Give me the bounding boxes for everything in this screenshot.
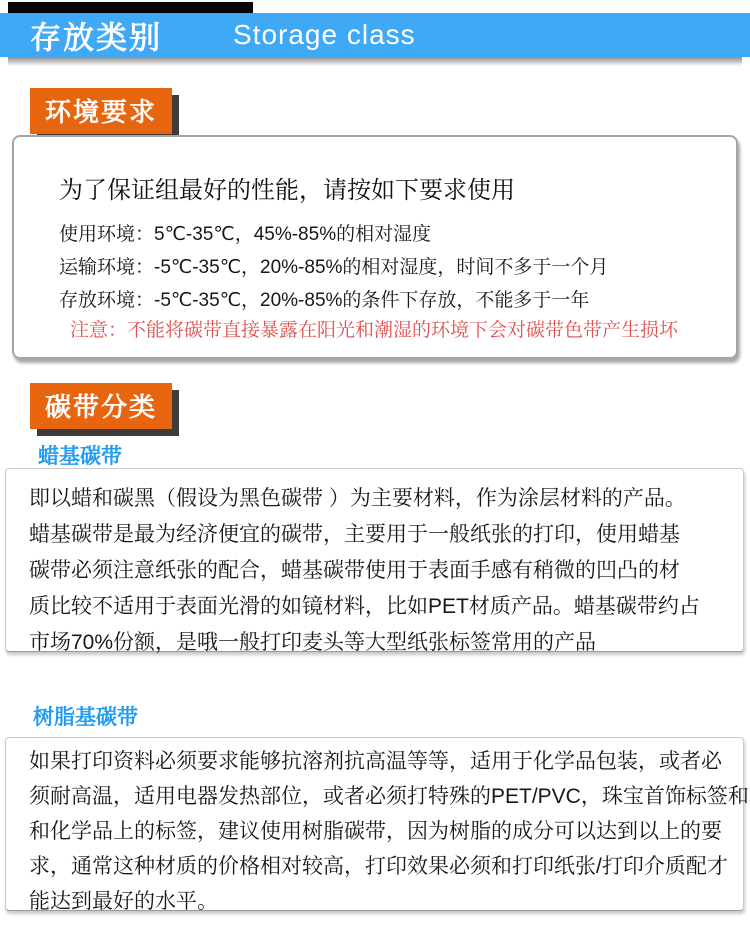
resin-paragraph-line: 求，通常这种材质的价格相对较高，打印效果必须和打印纸张/打印介质配才 <box>29 855 728 878</box>
header-bar-shadow <box>8 57 742 66</box>
environment-heading: 为了保证组最好的性能，请按如下要求使用 <box>59 177 515 204</box>
wax-ribbon-label: 蜡基碳带 <box>38 445 122 468</box>
badge-environment-requirements: 环境要求 <box>30 88 172 134</box>
resin-paragraph-line: 能达到最好的水平。 <box>29 890 218 913</box>
wax-ribbon-panel <box>5 468 744 652</box>
environment-line-transport: 运输环境：-5℃-35℃，20%-85%的相对湿度，时间不多于一个月 <box>59 257 609 278</box>
wax-paragraph-line: 市场70%份额，是哦一般打印麦头等大型纸张标签常用的产品 <box>29 631 597 654</box>
page-title-en: Storage class <box>233 19 416 50</box>
resin-paragraph-line: 须耐高温，适用电器发热部位，或者必须打特殊的PET/PVC，珠宝首饰标签和 <box>29 785 749 808</box>
resin-paragraph-line: 和化学品上的标签，建议使用树脂碳带，因为树脂的成分可以达到以上的要 <box>29 820 722 843</box>
environment-line-storage: 存放环境：-5℃-35℃，20%-85%的条件下存放，不能多于一年 <box>59 290 590 311</box>
top-black-strip <box>8 2 253 13</box>
resin-ribbon-panel <box>5 737 749 913</box>
environment-warning-note: 注意：不能将碳带直接暴露在阳光和潮湿的环境下会对碳带色带产生损坏 <box>70 320 679 341</box>
wax-paragraph-line: 蜡基碳带是最为经济便宜的碳带，主要用于一般纸张的打印，使用蜡基 <box>29 523 680 546</box>
badge-ribbon-classification: 碳带分类 <box>30 383 172 429</box>
wax-paragraph-line: 碳带必须注意纸张的配合，蜡基碳带使用于表面手感有稍微的凹凸的材 <box>29 559 680 582</box>
header-bar <box>0 13 750 57</box>
environment-panel <box>12 135 738 359</box>
page-title-zh: 存放类别 <box>30 20 162 56</box>
wax-paragraph-line: 即以蜡和碳黑（假设为黑色碳带 ）为主要材料，作为涂层材料的产品。 <box>29 487 686 510</box>
resin-ribbon-label: 树脂基碳带 <box>33 706 138 729</box>
resin-paragraph-line: 如果打印资料必须要求能够抗溶剂抗高温等等，适用于化学品包装，或者必 <box>29 750 722 773</box>
wax-paragraph-line: 质比较不适用于表面光滑的如镜材料，比如PET材质产品。蜡基碳带约占 <box>29 595 700 618</box>
environment-line-usage: 使用环境：5℃-35℃，45%-85%的相对湿度 <box>59 224 432 245</box>
